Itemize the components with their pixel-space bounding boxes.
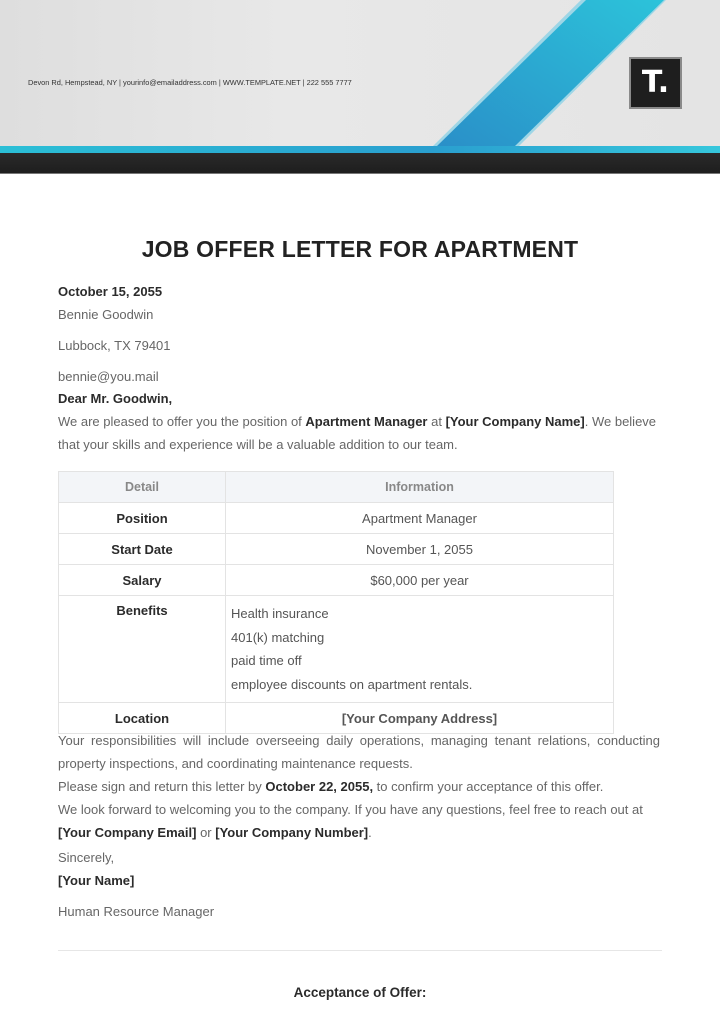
- table-header-row: [59, 472, 614, 503]
- intro-text: at: [427, 414, 446, 429]
- diagonal-stripe-decoration: [0, 0, 720, 147]
- info-cell: November 1, 2055: [226, 534, 614, 565]
- sender-name: [Your Name]: [58, 873, 135, 888]
- dark-bar: [0, 153, 720, 174]
- column-header-information: Information: [226, 472, 614, 503]
- company-email-placeholder: [Your Company Email]: [58, 825, 197, 840]
- letter-date: October 15, 2055: [58, 284, 163, 299]
- deadline-highlight: October 22, 2055,: [265, 779, 374, 794]
- benefit-item: Health insurance: [231, 606, 329, 621]
- benefit-item: 401(k) matching: [231, 629, 325, 645]
- responsibilities-paragraph: Your responsibilities will include overseeing daily operations, managing tenant relations, conducting property inspections, and coordinating maintenance requests.: [58, 733, 660, 771]
- intro-paragraph: [58, 410, 660, 456]
- contact-info: Devon Rd, Hempstead, NY | yourinfo@emailaddress.com | WWW.TEMPLATE.NET | 222 555 7777: [28, 78, 352, 87]
- return-request-paragraph: [58, 775, 660, 798]
- logo-text: T.: [641, 65, 670, 100]
- info-cell: Apartment Manager: [226, 503, 614, 534]
- detail-cell: Position: [59, 503, 226, 534]
- detail-cell: Benefits: [59, 596, 226, 703]
- letterhead: [0, 0, 720, 174]
- benefit-item: paid time off: [231, 653, 302, 668]
- closing-text: We look forward to welcoming you to the company. If you have any questions, feel free to reach out at: [58, 802, 643, 817]
- closing-text: .: [368, 825, 372, 840]
- sender-title: Human Resource Manager: [58, 904, 215, 919]
- accent-line: [0, 146, 720, 153]
- section-divider: [58, 950, 662, 951]
- table-row: [59, 596, 614, 703]
- recipient-email: bennie@you.mail: [58, 369, 159, 384]
- return-text: to confirm your acceptance of this offer.: [373, 779, 604, 794]
- benefits-list: [226, 596, 614, 703]
- recipient-name: Bennie Goodwin: [58, 307, 154, 322]
- company-number-placeholder: [Your Company Number]: [215, 825, 369, 840]
- salutation: Dear Mr. Goodwin,: [58, 391, 173, 406]
- detail-cell: Salary: [59, 565, 226, 596]
- recipient-address: Lubbock, TX 79401: [58, 338, 171, 353]
- document-title: JOB OFFER LETTER FOR APARTMENT: [141, 236, 579, 262]
- intro-text: We are pleased to offer you the position of: [58, 414, 306, 429]
- closing-text: or: [196, 825, 216, 840]
- logo: [629, 57, 682, 109]
- intro-text: . We believe that your skills and experience will be a valuable addition to our team.: [58, 414, 657, 452]
- info-cell: [Your Company Address]: [226, 703, 614, 734]
- info-cell: $60,000 per year: [226, 565, 614, 596]
- acceptance-heading: Acceptance of Offer:: [293, 985, 427, 1000]
- detail-cell: Start Date: [59, 534, 226, 565]
- column-header-detail: Detail: [59, 472, 226, 503]
- table-row: [59, 534, 614, 565]
- position-highlight: Apartment Manager: [305, 414, 428, 429]
- detail-cell: Location: [59, 703, 226, 734]
- benefit-item: employee discounts on apartment rentals.: [231, 676, 473, 692]
- signoff: Sincerely,: [58, 850, 115, 865]
- return-text: Please sign and return this letter by: [58, 779, 266, 794]
- offer-details-table: [58, 471, 614, 734]
- table-row: [59, 565, 614, 596]
- table-row: [59, 503, 614, 534]
- closing-paragraph: [58, 798, 660, 844]
- company-name-placeholder: [Your Company Name]: [445, 414, 585, 429]
